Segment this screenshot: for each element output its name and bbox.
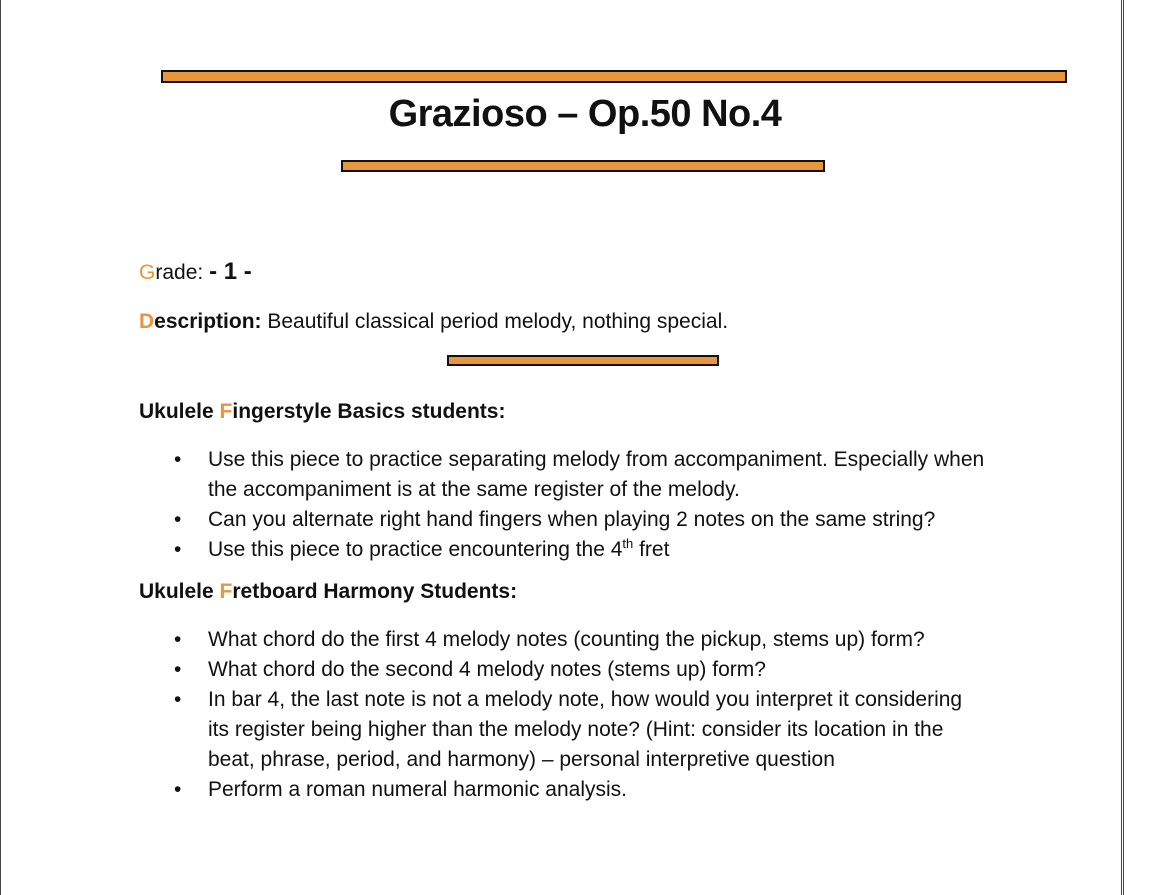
section-divider: [447, 355, 719, 366]
title-underline: [341, 160, 825, 172]
list-item-text: In bar 4, the last note is not a melody note, how would you interpret it considering: [208, 688, 963, 711]
bullet-icon: •: [174, 448, 182, 471]
section-heading-fingerstyle: [139, 400, 505, 424]
list-item: [172, 655, 1052, 685]
bullet-icon: •: [174, 688, 182, 711]
list-item-text: the accompaniment is at the same register of the melody.: [208, 478, 740, 501]
list-item: [172, 685, 1052, 775]
section-heading-fretboard: [139, 580, 517, 604]
list-item: [172, 505, 1052, 535]
list-item-text: Use this piece to practice encountering the 4: [208, 538, 623, 561]
description-label-initial: D: [139, 310, 155, 333]
description-label-rest: escription:: [154, 310, 262, 333]
grade-line: [139, 258, 252, 286]
list-item: [172, 445, 1052, 505]
page-title: Grazioso – Op.50 No.4: [388, 93, 782, 135]
list-item-text: beat, phrase, period, and harmony) – personal interpretive question: [208, 748, 835, 771]
ordinal-suffix: th: [622, 536, 634, 551]
heading-rest: ingerstyle Basics students:: [232, 400, 506, 423]
fingerstyle-bullet-list: [172, 445, 1052, 565]
heading-initial: F: [219, 400, 233, 423]
list-item-text: Perform a roman numeral harmonic analysis.: [208, 778, 627, 801]
bullet-icon: •: [174, 508, 182, 531]
bullet-icon: •: [174, 778, 182, 801]
fretboard-bullet-list: [172, 625, 1052, 805]
list-item: [172, 625, 1052, 655]
heading-rest: retboard Harmony Students:: [232, 580, 518, 603]
bullet-icon: •: [174, 658, 182, 681]
heading-prefix: Ukulele: [139, 400, 220, 423]
heading-initial: F: [219, 580, 233, 603]
bullet-icon: •: [174, 538, 182, 561]
heading-prefix: Ukulele: [139, 580, 220, 603]
description-line: [139, 310, 728, 334]
list-item-text: What chord do the second 4 melody notes (stems up) form?: [208, 658, 766, 681]
list-item: [172, 535, 1052, 565]
top-divider: [161, 70, 1067, 83]
list-item-text: Use this piece to practice separating melody from accompaniment. Especially when: [208, 448, 985, 471]
list-item-text: its register being higher than the melody note? (Hint: consider its location in the: [208, 718, 944, 741]
grade-label-initial: G: [139, 261, 156, 284]
list-item-text: What chord do the first 4 melody notes (counting the pickup, stems up) form?: [208, 628, 925, 651]
list-item-text: fret: [633, 538, 670, 561]
description-text: Beautiful classical period melody, nothing special.: [267, 310, 729, 333]
bullet-icon: •: [174, 628, 182, 651]
grade-label: rade:: [155, 261, 204, 284]
description-label: [139, 310, 262, 333]
list-item: [172, 775, 1052, 805]
grade-value: - 1 -: [209, 258, 252, 285]
list-item-text: Can you alternate right hand fingers when playing 2 notes on the same string?: [208, 508, 936, 531]
